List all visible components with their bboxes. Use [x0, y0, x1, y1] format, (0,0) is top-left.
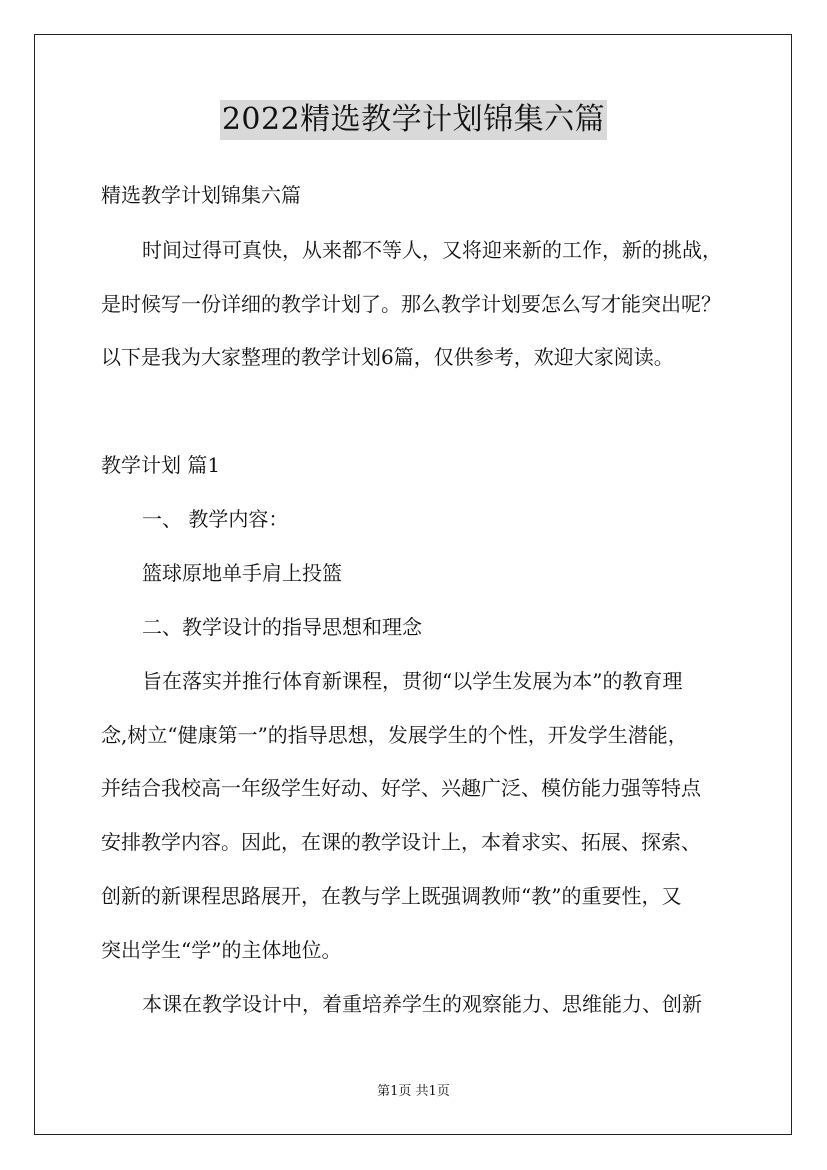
intro-line-2: 是时候写一份详细的教学计划了。那么教学计划要怎么写才能突出呢？	[101, 292, 721, 316]
item1-heading: 一、 教学内容：	[142, 507, 289, 531]
document-subtitle: 精选教学计划锦集六篇	[101, 183, 301, 207]
paragraph1-line-2: 念,树立“健康第一”的指导思想，发展学生的个性，开发学生潜能，	[101, 723, 688, 747]
intro-line-1: 时间过得可真快，从来都不等人，又将迎来新的工作，新的挑战，	[142, 238, 722, 262]
paragraph1-line-3: 并结合我校高一年级学生好动、好学、兴趣广泛、模仿能力强等特点	[101, 776, 701, 800]
title-container	[0, 100, 827, 140]
item1-content: 篮球原地单手肩上投篮	[142, 561, 342, 585]
intro-line-3: 以下是我为大家整理的教学计划6篇，仅供参考，欢迎大家阅读。	[101, 345, 674, 369]
paragraph1-line-5: 创新的新课程思路展开，在教与学上既强调教师“教”的重要性，又	[101, 884, 682, 908]
document-title: 2022精选教学计划锦集六篇	[220, 100, 607, 140]
paragraph1-line-4: 安排教学内容。因此，在课的教学设计上，本着求实、拓展、探索、	[101, 830, 701, 854]
paragraph2-line-1: 本课在教学设计中，着重培养学生的观察能力、思维能力、创新	[142, 992, 702, 1016]
section-heading: 教学计划 篇1	[101, 453, 221, 477]
item2-heading: 二、教学设计的指导思想和理念	[142, 615, 422, 639]
paragraph1-line-1: 旨在落实并推行体育新课程，贯彻“以学生发展为本”的教育理	[142, 669, 683, 693]
page-footer: 第1页 共1页	[377, 1084, 450, 1099]
paragraph1-line-6: 突出学生“学”的主体地位。	[101, 938, 342, 962]
